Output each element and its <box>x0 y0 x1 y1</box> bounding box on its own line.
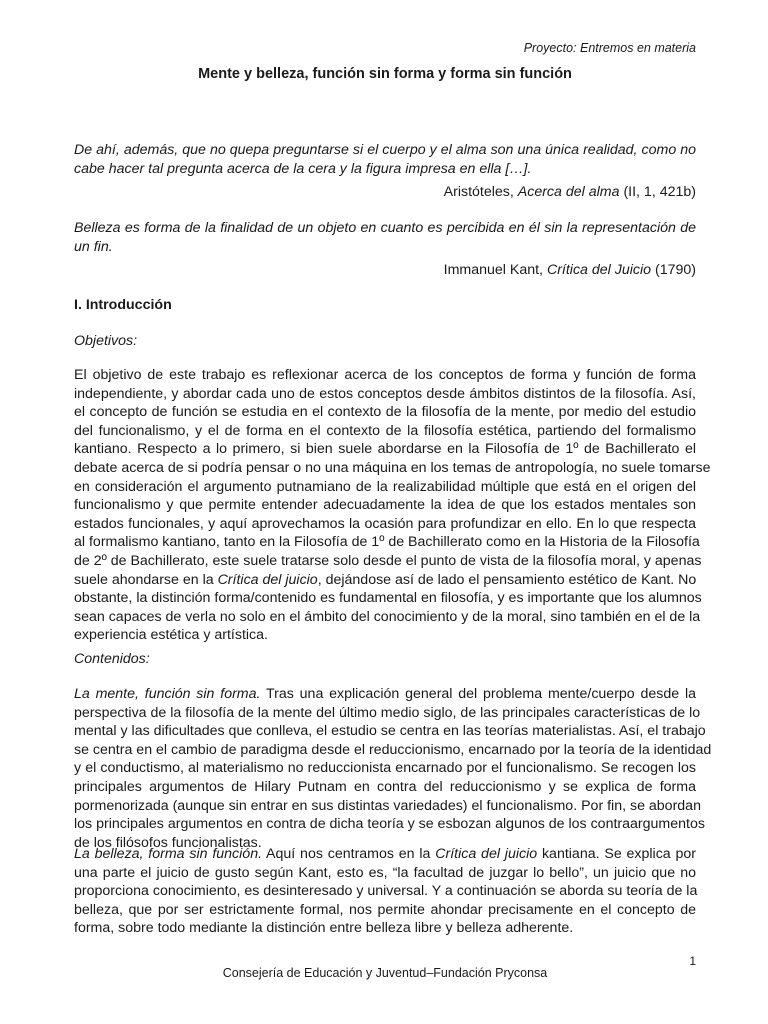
line-text: suele ahondarse en la <box>74 571 218 588</box>
line-text: , dejándose así de lado el pensamiento estético de Kant. No <box>317 571 697 588</box>
objectives-label: Objetivos: <box>74 333 138 349</box>
paragraph-line: de 2º de Bachillerato, este suele tratarse solo desde el punto de vista de la filosofía moral, y apenas <box>74 552 702 569</box>
paragraph-line: forma, sobre todo mediante la distinción entre belleza libre y belleza adherente. <box>74 920 574 937</box>
attribution-ref: (II, 1, 421b) <box>619 184 696 200</box>
objectives-paragraph <box>74 366 711 645</box>
document-title: Mente y belleza, función sin forma y forma sin función <box>198 66 572 82</box>
paragraph-line: perspectiva de la filosofía de la mente del último medio siglo, de las principales características de lo <box>74 704 701 721</box>
paragraph-line: al formalismo kantiano, tanto en la Filosofía de 1º de Bachillerato como en la Historia de la Filosofía <box>74 534 700 551</box>
epigraph-aristotle-attribution <box>444 184 696 200</box>
beauty-heading: La belleza, forma sin función. <box>74 846 263 862</box>
paragraph-line: el concepto de función se estudia en el contexto de la filosofía de la mente, por medio del estudio <box>74 404 696 421</box>
paragraph-line: experiencia estética y artística. <box>74 627 268 644</box>
epigraph-kant-quote <box>74 219 696 256</box>
paragraph-line <box>74 845 696 864</box>
paragraph-line: los principales argumentos en contra de dicha teoría y se esbozan algunos de los contraargumentos <box>74 816 705 833</box>
paragraph-line: principales argumentos de Hilary Putnam en contra del reduccionismo y se explica de forma <box>74 778 696 795</box>
paragraph-line: independiente, y abordar cada uno de estos conceptos desde ámbitos distintos de la filosofía. Así, <box>74 385 696 402</box>
work-title: Crítica del juicio <box>217 571 318 588</box>
paragraph-line: El objetivo de este trabajo es reflexionar acerca de los conceptos de forma y función de forma <box>74 367 696 383</box>
paragraph-line: pormenorizada (aunque sin entrar en sus distintas variedades) el funcionalismo. Por fin, se abordan <box>74 797 701 814</box>
attribution-author: Immanuel Kant, <box>443 262 547 278</box>
line-text: Tras una explicación general del problema mente/cuerpo desde la <box>260 686 697 702</box>
paragraph-line: y el conductismo, al materialismo no reduccionista encarnado por el funcionalismo. Se recogen los <box>74 760 696 777</box>
attribution-author: Aristóteles, <box>443 184 518 200</box>
paragraph-line: proporciona conocimiento, es desinteresado y universal. Y a continuación se aborda su teoría de la <box>74 883 698 900</box>
paragraph-line: del funcionalismo, y el de forma en el contexto de la filosofía estética, partiendo del formalismo <box>74 422 696 439</box>
quote-line: cabe hacer tal pregunta acerca de la cera y la figura impresa en ella […]. <box>74 160 532 177</box>
paragraph-line: debate acerca de si podría pensar o no una máquina en los temas de antropología, no suele tomarse <box>74 459 711 476</box>
paragraph-line: en consideración el argumento putnamiano de la realizabilidad múltiple que está en el origen del <box>74 478 696 495</box>
paragraph-line: kantiano. Respecto a lo primero, si bien suele abordarse en la Filosofía de 1º de Bachillerato el <box>74 441 696 458</box>
paragraph-line: de los filósofos funcionalistas. <box>74 834 262 851</box>
paragraph-line: una parte el juicio de gusto según Kant, esto es, “la facultad de juzgar lo bello”, un juicio que no <box>74 864 696 881</box>
beauty-paragraph <box>74 845 696 938</box>
paragraph-line: estados funcionales, y aquí aprovechamos la ocasión para profundizar en ello. En lo que respecta <box>74 515 696 532</box>
section-heading: I. Introducción <box>74 297 172 313</box>
footer-institution: Consejería de Educación y Juventud–Fundación Pryconsa <box>222 966 548 980</box>
quote-line: Belleza es forma de la finalidad de un objeto en cuanto es percibida en él sin la representación de <box>74 220 696 236</box>
attribution-ref: (1790) <box>651 262 696 278</box>
project-note: Proyecto: Entremos en materia <box>523 41 696 55</box>
paragraph-line <box>74 685 696 704</box>
epigraph-kant-attribution <box>444 262 696 278</box>
paragraph-line: mental y las dificultades que conlleva, el estudio se centra en las teorías materialistas. Así, el trabajo <box>74 723 706 740</box>
paragraph-line: funcionalismo y que permite entender adecuadamente la idea de que los estados mentales son <box>74 497 696 514</box>
work-title: Crítica del juicio <box>435 846 538 862</box>
epigraph-aristotle-quote <box>74 141 696 178</box>
mind-paragraph <box>74 685 712 852</box>
line-text: kantiana. Se explica por <box>537 846 696 862</box>
paragraph-line: belleza, que por ser estrictamente formal, nos permite ahondar precisamente en el concepto de <box>74 901 696 918</box>
attribution-work: Crítica del Juicio <box>546 262 652 278</box>
paragraph-line: sean capaces de verla no solo en el ámbito del conocimiento y de la moral, sino también en el de la <box>74 608 701 625</box>
page-number: 1 <box>689 954 696 968</box>
quote-line: De ahí, además, que no quepa preguntarse si el cuerpo y el alma son una única realidad, como no <box>74 142 696 158</box>
line-text: Aquí nos centramos en la <box>262 846 436 862</box>
document-page <box>74 0 712 1024</box>
quote-line: un fin. <box>74 238 113 255</box>
mind-heading: La mente, función sin forma. <box>74 686 261 702</box>
paragraph-line <box>74 571 696 590</box>
contents-label: Contenidos: <box>74 651 150 667</box>
paragraph-line: obstante, la distinción forma/contenido es fundamental en filosofía, y es importante que los alumnos <box>74 590 702 607</box>
paragraph-line: se centra en el cambio de paradigma desde el reduccionismo, encarnado por la teoría de la identidad <box>74 741 712 758</box>
attribution-work: Acerca del alma <box>517 184 620 200</box>
